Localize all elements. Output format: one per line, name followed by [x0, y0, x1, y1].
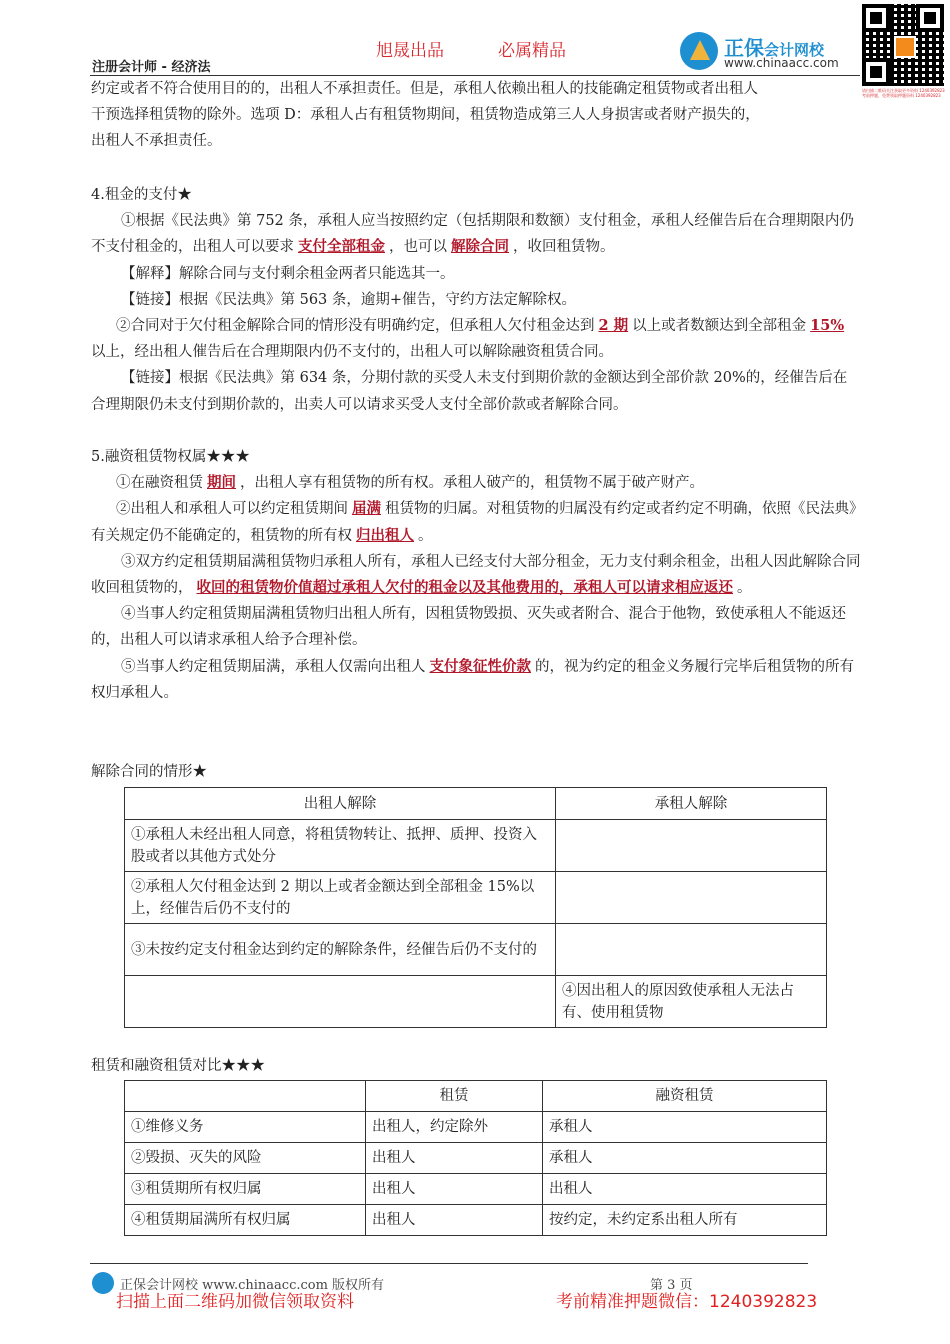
paragraph: 【链接】根据《民法典》第 634 条，分期付款的买受人未支付到期价款的金额达到全部价款 20%的，经催告后在合理期限仍未支付到期价款的，出卖人可以请求买受人支付全部价款或者解除合同。 [91, 370, 848, 413]
table-cell [556, 820, 827, 872]
footer-copyright: 正保会计网校 www.chinaacc.com 版权所有 [120, 1278, 385, 1293]
table-cell: ④租赁期届满所有权归属 [125, 1205, 366, 1236]
table-row [125, 1112, 827, 1143]
table-cell: ①维修义务 [125, 1112, 366, 1143]
section-title: 5.融资租赁物权属★★★ [91, 449, 250, 465]
table-cell: ③未按约定支付租金达到约定的解除条件，经催告后仍不支付的 [125, 924, 556, 976]
paragraph: 【链接】根据《民法典》第 563 条，逾期+催告，守约方法定解除权。 [121, 291, 577, 308]
paragraph: ④当事人约定租赁期届满租赁物归出租人所有，因租赁物毁损、灭失或者附合、混合于他物，致使承租人不能返还的，出租人可以请求承租人给予合理补偿。 [91, 606, 846, 649]
table-row [125, 820, 827, 872]
termination-table [124, 787, 827, 1028]
header-slogan-2: 必属精品 [498, 41, 566, 61]
table-cell: ④因出租人的原因致使承租人无法占有、使用租赁物 [556, 976, 827, 1028]
intro-line: 出租人不承担责任。 [91, 133, 222, 150]
table-row [125, 1205, 827, 1236]
qr-code-icon [862, 4, 944, 86]
highlight: 解除合同 [451, 238, 509, 256]
paragraph: 【解释】解除合同与支付剩余租金两者只能选其一。 [121, 265, 455, 282]
highlight: 归出租人 [356, 526, 414, 544]
table-header-cell: 租赁 [366, 1081, 543, 1112]
table-cell: 出租人 [366, 1205, 543, 1236]
table-row [125, 924, 827, 976]
footer-divider [90, 1263, 808, 1264]
highlight: 期间 [207, 474, 236, 492]
table-cell: 出租人 [543, 1174, 827, 1205]
table-cell: 按约定，未约定系出租人所有 [543, 1205, 827, 1236]
highlight: 届满 [352, 500, 381, 518]
table-cell: ③租赁期所有权归属 [125, 1174, 366, 1205]
brand-url: www.chinaacc.com [724, 56, 839, 70]
paragraph: ⑤当事人约定租赁期届满，承租人仅需向出租人 支付象征性价款 的，视为约定的租金义务履行完毕后租赁物的所有权归承租人。 [91, 657, 854, 701]
table-header-cell: 承租人解除 [556, 788, 827, 820]
highlight: 2 期 [598, 317, 629, 335]
table-cell: 出租人 [366, 1143, 543, 1174]
section-title: 4.租金的支付★ [91, 187, 192, 203]
table-cell: ②毁损、灭失的风险 [125, 1143, 366, 1174]
paragraph: ①在融资租赁 期间 ，出租人享有租赁物的所有权。承租人破产的，租赁物不属于破产财产。 [116, 474, 704, 492]
footer-logo-icon [92, 1272, 114, 1294]
table-header-cell: 出租人解除 [125, 788, 556, 820]
section-rent-payment [91, 182, 861, 418]
highlight: 支付全部租金 [298, 238, 385, 256]
lease-comparison-table [124, 1080, 827, 1236]
table-cell [556, 924, 827, 976]
section-ownership [91, 444, 861, 706]
table-header-cell [125, 1081, 366, 1112]
table-header-row [125, 788, 827, 820]
table-row [125, 1143, 827, 1174]
qr-note: 请扫描二维码关注获取更多资料 1240392823 考前押题，免费领取押题资料 1240392823 [862, 88, 945, 98]
table-cell: 出租人 [366, 1174, 543, 1205]
brand-logo [680, 30, 855, 70]
paragraph: ②出租人和承租人可以约定租赁期间 届满 租赁物的归属。对租赁物的归属没有约定或者约定不明确，依照《民法典》有关规定仍不能确定的，租赁物的所有权 归出租人 。 [91, 500, 857, 544]
table-cell [556, 872, 827, 924]
table-row [125, 976, 827, 1028]
intro-line: 干预选择租赁物的除外。选项 D：承租人占有租赁物期间，租赁物造成第三人人身损害或者财产损失的， [91, 107, 760, 124]
table2-title: 租赁和融资租赁对比★★★ [91, 1058, 265, 1074]
table-cell: ①承租人未经出租人同意，将租赁物转让、抵押、质押、投资入股或者以其他方式处分 [125, 820, 556, 872]
highlight: 收回的租赁物价值超过承租人欠付的租金以及其他费用的，承租人可以请求相应返还 [196, 579, 733, 597]
brand-name: 正保会计网校 [724, 36, 825, 60]
paragraph: ③双方约定租赁期届满租赁物归承租人所有，承租人已经支付大部分租金，无力支付剩余租金，出租人因此解除合同收回租赁物的， 收回的租赁物价值超过承租人欠付的租金以及其他费用的，承租人可以请求相应返还 。 [91, 553, 861, 597]
highlight: 15% [810, 317, 845, 335]
intro-line: 约定或者不符合使用目的的，出租人不承担责任。但是，承租人依赖出租人的技能确定租赁物或者出租人 [91, 81, 758, 97]
table-cell: 出租人，约定除外 [366, 1112, 543, 1143]
header-slogan-1: 旭晟出品 [376, 41, 444, 61]
table1-title: 解除合同的情形★ [91, 764, 207, 780]
footer-promo-right: 考前精准押题微信：1240392823 [556, 1292, 818, 1312]
table-row [125, 872, 827, 924]
paragraph: ①根据《民法典》第 752 条，承租人应当按照约定（包括期限和数额）支付租金，承租人经催告后在合理期限内仍不支付租金的，出租人可以要求 支付全部租金 ，也可以 解除合同 ，收回租赁物。 [91, 213, 854, 256]
course-title: 注册会计师 - 经济法 [92, 60, 211, 75]
footer-promo-left: 扫描上面二维码加微信领取资料 [116, 1292, 354, 1312]
paragraph: ②合同对于欠付租金解除合同的情形没有明确约定，但承租人欠付租金达到 2 期 以上或者数额达到全部租金 15%以上，经出租人催告后在合理期限内仍不支付的，出租人可以解除融资租赁合同。 [91, 317, 845, 361]
table-cell: ②承租人欠付租金达到 2 期以上或者金额达到全部租金 15%以上，经催告后仍不支付的 [125, 872, 556, 924]
table-cell: 承租人 [543, 1112, 827, 1143]
table-header-cell: 融资租赁 [543, 1081, 827, 1112]
table-row [125, 1174, 827, 1205]
table-cell [125, 976, 556, 1028]
page-number: 第 3 页 [650, 1278, 693, 1293]
intro-paragraph [91, 76, 861, 155]
table-cell: 承租人 [543, 1143, 827, 1174]
highlight: 支付象征性价款 [429, 657, 531, 675]
brand-logo-icon [680, 32, 718, 70]
table-header-row [125, 1081, 827, 1112]
